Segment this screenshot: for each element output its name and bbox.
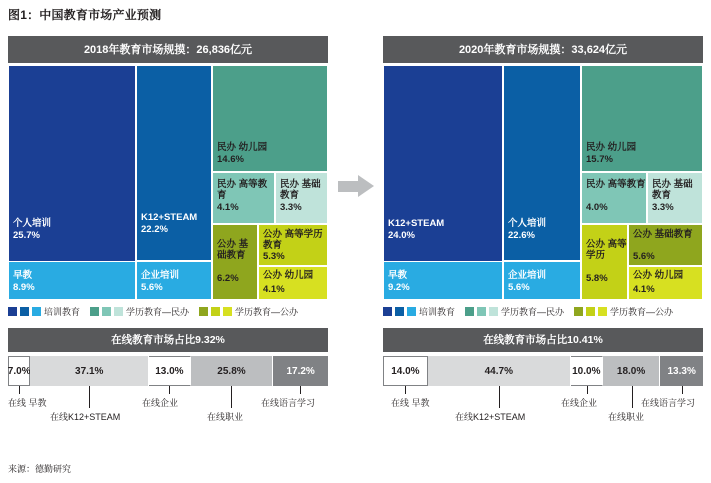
figure-title: 图1：中国教育市场产业预测	[8, 8, 162, 22]
bar-segment-value: 17.2%	[286, 365, 315, 377]
legend-label: 学历教育—民办	[501, 307, 565, 317]
treemap-cell-private-higher-education[interactable]	[212, 172, 275, 224]
legend-swatch-teal	[477, 307, 486, 316]
legend-2020	[383, 305, 703, 318]
legend-group-public	[574, 305, 673, 318]
source-note: 来源：德勤研究	[8, 464, 72, 474]
treemap-cell-corporate-training[interactable]	[136, 261, 212, 300]
cell-label: 早教	[388, 270, 408, 281]
cell-value: 3.3%	[652, 202, 674, 213]
tick-label-early: 在线 早教	[391, 398, 430, 408]
treemap-2018	[8, 65, 328, 300]
treemap-cell-public-kindergarten[interactable]	[258, 266, 328, 300]
legend-label: 学历教育—公办	[235, 307, 299, 317]
tick-line	[682, 386, 683, 394]
bar-segment-value: 13.0%	[155, 365, 184, 377]
cell-value: 9.2%	[388, 282, 410, 293]
bar-segment-k12[interactable]	[30, 356, 149, 386]
legend-group-public	[199, 305, 298, 318]
cell-value: 25.7%	[13, 230, 40, 241]
treemap-cell-early-education[interactable]	[383, 261, 503, 300]
tick-line	[300, 386, 301, 394]
bar-segment-corporate[interactable]	[571, 356, 603, 386]
legend-swatch-navy	[383, 307, 392, 316]
tick-label-corporate: 在线企业	[142, 398, 179, 408]
cell-label: 民办 基础教育	[280, 179, 321, 201]
bar-segment-value: 37.1%	[75, 365, 104, 377]
legend-swatch-blue	[395, 307, 404, 316]
bar-segment-value: 7.0%	[7, 365, 31, 377]
cell-label: 公办 基础教育	[633, 229, 693, 240]
cell-label: 公办 高等 学历	[586, 239, 627, 261]
legend-swatch-yellow-green	[586, 307, 595, 316]
cell-label: 民办 幼儿园	[586, 142, 637, 153]
tick-line	[405, 386, 406, 394]
legend-swatch-olive	[199, 307, 208, 316]
panel-2018-header: 2018年教育市场规摸：26,836亿元	[8, 36, 328, 63]
cell-value: 8.9%	[13, 282, 35, 293]
tick-label-language: 在线语言学习	[261, 398, 316, 408]
tick-line	[89, 386, 90, 408]
legend-swatch-light-blue	[407, 307, 416, 316]
treemap-cell-public-higher-education[interactable]	[258, 224, 328, 266]
bar-segment-value: 13.3%	[667, 365, 696, 377]
tick-label-vocational: 在线职业	[608, 412, 645, 422]
legend-label: 学历教育—民办	[126, 307, 190, 317]
cell-label: K12+STEAM	[388, 218, 445, 229]
legend-label: 培训教育	[419, 307, 456, 317]
cell-value: 3.3%	[280, 202, 302, 213]
treemap-cell-private-kindergarten[interactable]	[212, 65, 328, 172]
tick-line	[499, 386, 500, 408]
legend-label: 学历教育—公办	[610, 307, 674, 317]
cell-value: 15.7%	[586, 154, 613, 165]
cell-label: 公办 基础教育	[217, 239, 249, 261]
cell-value: 4.1%	[633, 284, 655, 295]
bar-segment-value: 18.0%	[616, 365, 646, 377]
treemap-cell-public-higher-education[interactable]	[581, 224, 628, 300]
tick-line	[231, 386, 232, 408]
tick-label-vocational: 在线职业	[207, 412, 244, 422]
treemap-cell-public-kindergarten[interactable]	[628, 266, 703, 300]
bar-segment-vocational[interactable]	[191, 356, 274, 386]
legend-swatch-teal-light	[114, 307, 123, 316]
cell-value: 4.1%	[263, 284, 285, 295]
cell-label: 企业培训	[508, 270, 547, 281]
tick-label-corporate: 在线企业	[561, 398, 598, 408]
legend-swatch-light-blue	[32, 307, 41, 316]
online-header-2018: 在线教育市场占比9.32%	[8, 328, 328, 352]
cell-label: 企业培训	[141, 270, 180, 281]
cell-label: 民办 高等教育	[586, 179, 646, 190]
cell-label: 公办 幼儿园	[633, 270, 684, 281]
cell-value: 4.0%	[586, 202, 608, 213]
bar-segment-early[interactable]	[8, 356, 30, 386]
online-bar-2018	[8, 356, 328, 386]
treemap-cell-private-higher-education[interactable]	[581, 172, 647, 224]
treemap-cell-early-education-box[interactable]	[8, 261, 136, 300]
cell-value: 5.8%	[586, 273, 608, 284]
legend-swatch-olive	[574, 307, 583, 316]
cell-label: 公办 幼儿园	[263, 270, 314, 281]
legend-swatch-blue	[20, 307, 29, 316]
bar-segment-value: 44.7%	[484, 365, 513, 377]
bar-segment-language[interactable]	[660, 356, 703, 386]
cell-label: 民办 幼儿园	[217, 142, 268, 153]
online-bar-2020	[383, 356, 703, 386]
legend-2018	[8, 305, 328, 318]
bar-segment-k12[interactable]	[428, 356, 571, 386]
cell-label: 民办 基础教育	[652, 179, 693, 201]
legend-group-private	[90, 305, 189, 318]
bar-segment-value: 14.0%	[391, 365, 420, 377]
online-header-2020: 在线教育市场占比10.41%	[383, 328, 703, 352]
bar-segment-vocational[interactable]	[603, 356, 661, 386]
online-ticks-2020	[383, 386, 703, 442]
cell-value: 6.2%	[217, 273, 239, 284]
panel-2020	[383, 36, 703, 442]
treemap-cell-corporate-training[interactable]	[503, 261, 581, 300]
cell-value: 24.0%	[388, 230, 415, 241]
legend-group-private	[465, 305, 564, 318]
cell-value: 5.3%	[263, 251, 285, 262]
bar-segment-value: 25.8%	[217, 365, 246, 377]
cell-value: 5.6%	[633, 251, 655, 262]
treemap-cell-k12-steam[interactable]	[136, 65, 212, 261]
tick-label-language: 在线语言学习	[641, 398, 696, 408]
tick-line	[19, 386, 20, 394]
cell-value: 5.6%	[141, 282, 163, 293]
tick-line	[632, 386, 633, 408]
legend-swatch-yellow-green	[211, 307, 220, 316]
legend-swatch-teal-dark	[465, 307, 474, 316]
legend-swatch-teal-dark	[90, 307, 99, 316]
legend-swatch-lime	[223, 307, 232, 316]
legend-swatch-teal-light	[489, 307, 498, 316]
cell-label: K12+STEAM	[141, 212, 198, 223]
cell-value: 22.2%	[141, 224, 168, 235]
transition-arrow-icon	[338, 175, 374, 197]
bar-segment-early[interactable]	[383, 356, 428, 386]
bar-segment-language[interactable]	[273, 356, 328, 386]
treemap-cell-private-basic-education[interactable]	[647, 172, 703, 224]
tick-line	[169, 386, 170, 394]
panel-2018	[8, 36, 328, 442]
legend-group-training	[8, 305, 80, 318]
cell-value: 5.6%	[508, 282, 530, 293]
treemap-cell-early-education[interactable]	[8, 300, 10, 302]
legend-swatch-navy	[8, 307, 17, 316]
treemap-cell-private-kindergarten[interactable]	[581, 65, 703, 172]
legend-swatch-lime	[598, 307, 607, 316]
cell-value: 22.6%	[508, 230, 535, 241]
treemap-cell-private-basic-education[interactable]	[275, 172, 328, 224]
tick-line	[587, 386, 588, 394]
legend-label: 培训教育	[44, 307, 81, 317]
cell-value: 14.6%	[217, 154, 244, 165]
cell-label: 民办 高等教育	[217, 179, 268, 201]
treemap-cell-public-basic-education[interactable]	[628, 224, 703, 266]
tick-label-early: 在线 早教	[8, 398, 47, 408]
bar-segment-value: 10.0%	[572, 365, 601, 377]
legend-group-training	[383, 305, 455, 318]
treemap-2020	[383, 65, 703, 300]
cell-label: 早教	[13, 270, 33, 281]
cell-label: 公办 高等学历教育	[263, 229, 323, 251]
panel-2020-header: 2020年教育市场规摸：33,624亿元	[383, 36, 703, 63]
treemap-cell-public-basic-education[interactable]	[212, 224, 258, 300]
cell-label: 个人培训	[13, 218, 52, 229]
cell-label: 个人培训	[508, 218, 547, 229]
tick-label-k12: 在线K12+STEAM	[455, 412, 526, 422]
treemap-cell-personal-training[interactable]	[503, 65, 581, 261]
bar-segment-corporate[interactable]	[149, 356, 191, 386]
cell-value: 4.1%	[217, 202, 239, 213]
online-ticks-2018	[8, 386, 328, 442]
legend-swatch-teal	[102, 307, 111, 316]
tick-label-k12: 在线K12+STEAM	[50, 412, 121, 422]
